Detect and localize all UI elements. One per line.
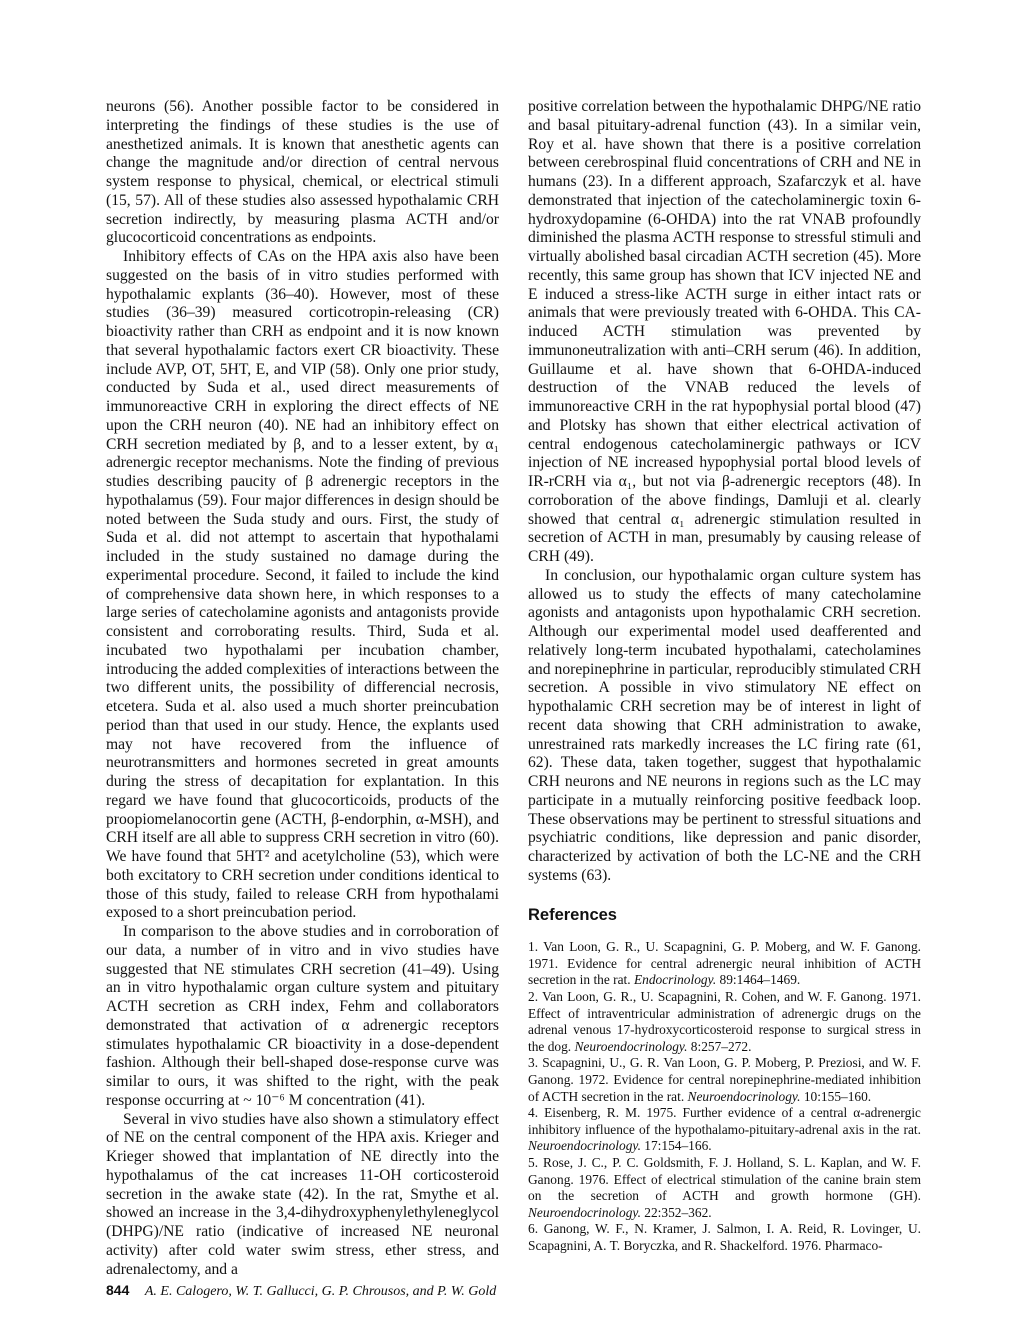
reference-item: 3. Scapagnini, U., G. R. Van Loon, G. P. Moberg, P. Preziosi, and W. F. Ganong. 1972. Evidence for central norepinephrine-mediated inhibition of ACTH secretion in the rat. Neuroendocrinology. 10:155–160.: [528, 1055, 921, 1104]
page-footer: [106, 1282, 496, 1300]
page-number: 844: [106, 1282, 130, 1298]
reference-item: 1. Van Loon, G. R., U. Scapagnini, G. P. Moberg, and W. F. Ganong. 1971. Evidence for central adrenergic neural inhibition of ACTH secretion in the rat. Endocrinology. 89:1464–1469.: [528, 939, 921, 988]
reference-item: 2. Van Loon, G. R., U. Scapagnini, R. Cohen, and W. F. Ganong. 1971. Effect of intraventricular administration of adrenergic drugs on the adrenal venous 17-hydroxycorticosteroid response to surgical stress in the dog. Neuroendocrinology. 8:257–272.: [528, 989, 921, 1054]
right-column: [528, 98, 921, 1255]
reference-list: [528, 939, 921, 1254]
running-authors: A. E. Calogero, W. T. Gallucci, G. P. Chrousos, and P. W. Gold: [144, 1284, 497, 1299]
paragraph: positive correlation between the hypothalamic DHPG/NE ratio and basal pituitary-adrenal function (43). In a similar vein, Roy et al. have shown that there is a positive correlation between cerebrospinal fluid concentrations of CRH and NE in humans (23). In a different approach, Szafarczyk et al. have demonstrated that injection of the catecholaminergic toxin 6-hydroxydopamine (6-OHDA) into the rat VNAB profoundly diminished the plasma ACTH response to stressful stimuli and virtually abolished basal circadian ACTH secretion (45). More recently, this same group has shown that ICV injected NE and E induced a stress-like ACTH surge in either intact rats or animals that were previously treated with 6-OHDA. This CA-induced ACTH stimulation was prevented by immunoneutralization with anti–CRH serum (46). In addition, Guillaume et al. have shown that 6-OHDA-induced destruction of the VNAB reduced the levels of immunoreactive CRH in the rat hypophysial portal blood (47) and Plotsky has shown that either electrical activation of central endogenous catecholaminergic pathways or ICV injection of NE increased hypophysial portal blood levels of IR-rCRH via α₁, but not via β-adrenergic receptors (48). In corroboration of the above findings, Damluji et al. clearly showed that central α₁ adrenergic stimulation resulted in secretion of ACTH in man, presumably by causing release of CRH (49).: [528, 98, 921, 565]
paragraph: Several in vivo studies have also shown a stimulatory effect of NE on the central component of the HPA axis. Krieger and Krieger showed that implantation of NE directly into the hypothalamus of the cat increases 11-OH corticosteroid secretion in the awake state (42). In the rat, Smythe et al. showed an increase in the 3,4-dihydroxyphenylethyleneglycol (DHPG)/NE ratio (indicative of increased NE neuronal activity) after cold water swim stress, ether stress, and adrenalectomy, and a: [106, 1110, 499, 1278]
reference-item: 6. Ganong, W. F., N. Kramer, J. Salmon, I. A. Reid, R. Lovinger, U. Scapagnini, A. T. Boryczka, and R. Shackelford. 1976. Pharmaco-: [528, 1221, 921, 1253]
paragraph: In conclusion, our hypothalamic organ culture system has allowed us to study the effects of many catecholamine agonists and antagonists upon hypothalamic CRH secretion. Although our experimental model used deafferented and relatively long-term incubated hypothalami, catecholamines and norepinephrine in particular, reproducibly stimulated CRH secretion. A possible in vivo stimulatory NE effect on hypothalamic CRH secretion may be of interest in light of recent data showing that CRH administration to awake, unrestrained rats markedly increases the LC firing rate (61, 62). These data, taken together, suggest that hypothalamic CRH neurons and NE neurons in regions such as the LC may participate in a mutually reinforcing positive feedback loop. These observations may be pertinent to stressful situations and psychiatric conditions, like depression and panic disorder, characterized by activation of both the LC-NE and the CRH systems (63).: [528, 566, 921, 884]
references-heading: References: [528, 905, 617, 924]
reference-item: 5. Rose, J. C., P. C. Goldsmith, F. J. Holland, S. L. Kaplan, and W. F. Ganong. 1976. Effect of electrical stimulation of the canine brain stem on the secretion of ACTH and growth hormone (GH). Neuroendocrinology. 22:352–362.: [528, 1154, 921, 1220]
paragraph: Inhibitory effects of CAs on the HPA axis also have been suggested on the basis of in vitro studies performed with hypothalamic explants (36–40). However, most of these studies (36–39) measured corticotropin-releasing (CR) bioactivity rather than CRH as endpoint and it is now known that several hypothalamic factors exert CR bioactivity. These include AVP, OT, 5HT, E, and VIP (58). Only one prior study, conducted by Suda et al., used direct measurements of immunoreactive CRH in exploring the direct effects of NE upon the CRH neuron (40). NE had an inhibitory effect on CRH secretion mediated by β, and to a lesser extent, by α₁ adrenergic receptor mechanisms. Note the finding of previous studies describing paucity of β adrenergic receptors in the hypothalamus (59). Four major differences in design should be noted between the Suda study and ours. First, the study of Suda et al. did not attempt to ascertain that hypothalami included in the study sustained no damage during the experimental procedure. Second, it failed to include the kind of comprehensive data shown here, in which responses to a large series of catecholamine agonists and antagonists provide consistent and corroborating results. Third, Suda et al. incubated two hypothalami per incubation chamber, introducing the added complexities of interactions between the two different units, the possibility of differencial necrosis, etcetera. Suda et al. also used a much shorter preincubation period than that used in our study. Hence, the explants used may not have recovered from the influence of neurotransmitters and hormones secreted in great amounts during the stress of decapitation for explantation. In this regard we have found that glucocorticoids, products of the proopiomelanocortin gene (ACTH, β-endorphin, α-MSH), and CRH itself are all able to suppress CRH secretion in vitro (60). We have found that 5HT² and acetylcholine (53), which were both excitatory to CRH secretion under conditions identical to those of this study, failed to release CRH from hypothalami exposed to a short preincubation period.: [106, 248, 499, 922]
reference-item: 4. Eisenberg, R. M. 1975. Further evidence of a central α-adrenergic inhibitory influence of the hypothalamo-pituitary-adrenal axis in the rat. Neuroendocrinology. 17:154–166.: [528, 1105, 921, 1154]
paragraph: neurons (56). Another possible factor to be considered in interpreting the findings of these studies is the use of anesthetized animals. It is known that anesthetic agents can change the magnitude and/or direction of central nervous system response to physical, chemical, or electrical stimuli (15, 57). All of these studies also assessed hypothalamic CRH secretion indirectly, by measuring plasma ACTH and/or glucocorticoid concentrations as endpoints.: [106, 98, 499, 247]
paragraph: In comparison to the above studies and in corroboration of our data, a number of in vitro and in vivo studies have suggested that NE stimulates CRH secretion (41–49). Using an in vitro hypothalamic organ culture system and pituitary ACTH secretion as CRH index, Fehm and collaborators demonstrated that activation of α adrenergic receptors stimulates hypothalamic CR bioactivity in a dose-dependent fashion. Although their bell-shaped dose-response curve was similar to ours, it was shifted to the right, with the peak response occurring at ~ 10⁻⁶ M concentration (41).: [106, 923, 499, 1109]
left-column: [106, 98, 499, 1279]
